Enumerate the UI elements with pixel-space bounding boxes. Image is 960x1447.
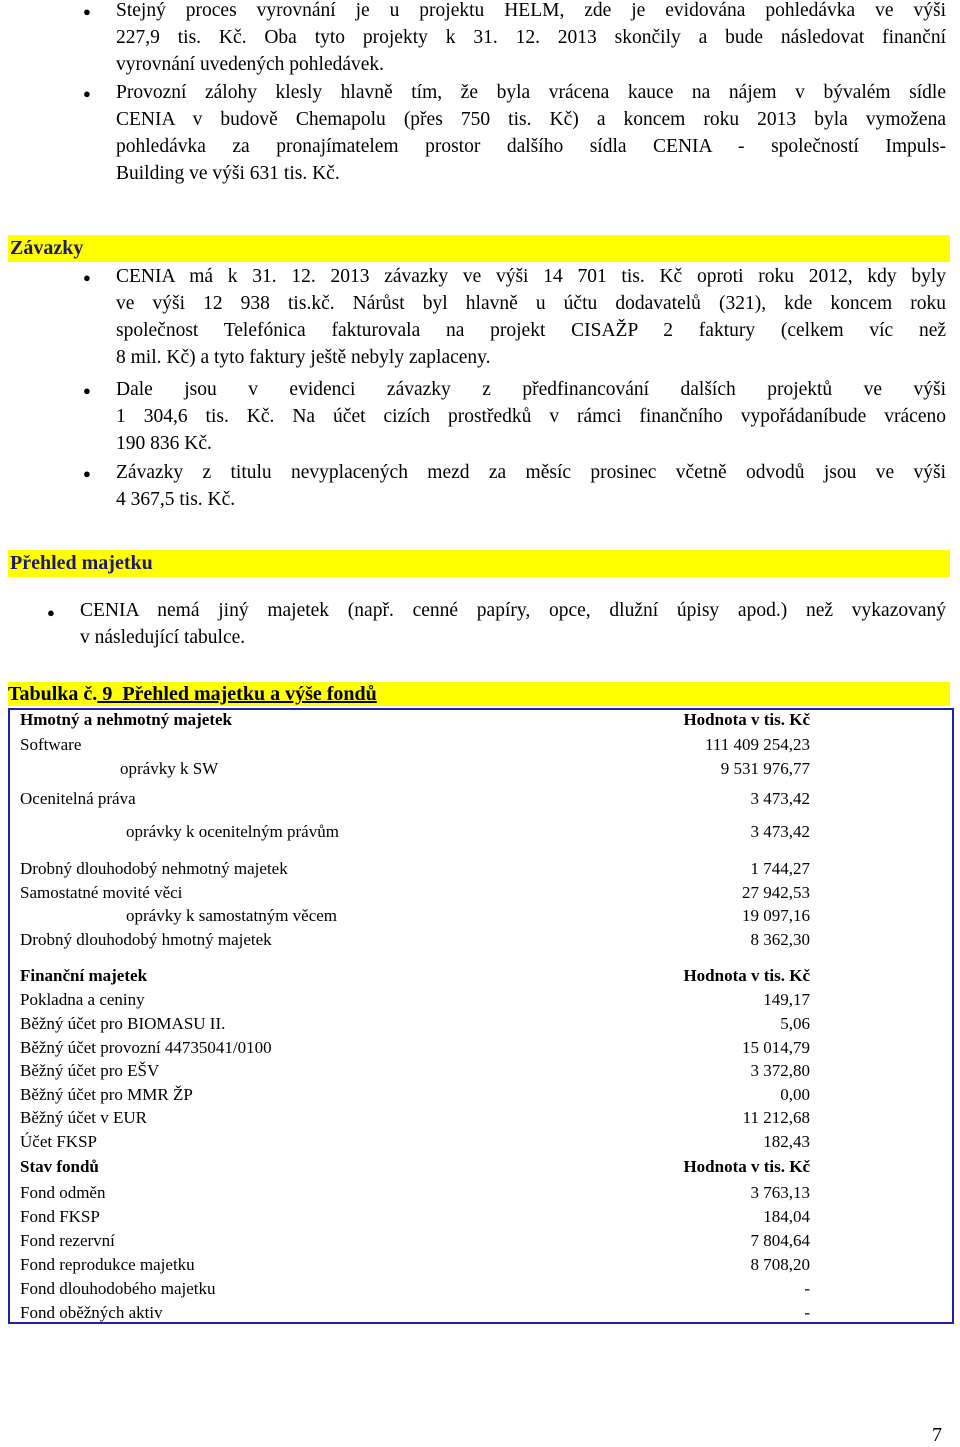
table-cell-value: 184,04 bbox=[763, 1207, 810, 1226]
text-line: CENIA nemá jiný majetek (např. cenné papíry, opce, dlužní úpisy apod.) než vykazovaný bbox=[80, 600, 946, 621]
section-heading-text: Závazky bbox=[10, 237, 84, 259]
table-cell-value: 3 473,42 bbox=[750, 789, 810, 808]
bullet-icon: ● bbox=[83, 466, 91, 481]
table-cell-value: 3 473,42 bbox=[750, 822, 810, 841]
table-cell-value: 11 212,68 bbox=[742, 1108, 810, 1127]
section-heading-zavazky bbox=[8, 235, 950, 262]
table-cell-value: Hodnota v tis. Kč bbox=[683, 966, 810, 985]
table-cell-label: Pokladna a ceniny bbox=[20, 990, 145, 1009]
text-line: vyrovnání uvedených pohledávek. bbox=[116, 54, 385, 75]
bullet-icon: ● bbox=[83, 86, 91, 101]
table-cell-value: 149,17 bbox=[763, 990, 810, 1009]
text-line: Stejný proces vyrovnání je u projektu HELM, zde je evidována pohledávka ve výši bbox=[116, 0, 946, 21]
table-cell-value: 8 708,20 bbox=[750, 1255, 810, 1274]
table-caption-title: 9 Přehled majetku a výše fondů bbox=[97, 683, 377, 705]
table-caption bbox=[8, 682, 950, 706]
table-cell-value: 1 744,27 bbox=[750, 859, 810, 878]
table-cell-value: - bbox=[804, 1303, 810, 1322]
text-line: CENIA v budově Chemapolu (přes 750 tis. Kč) a koncem roku 2013 byla vymožena bbox=[116, 109, 946, 130]
table-cell-label: Hmotný a nehmotný majetek bbox=[20, 710, 233, 729]
table-cell-value: 3 372,80 bbox=[750, 1061, 810, 1080]
text-line: 227,9 tis. Kč. Oba tyto projekty k 31. 12. 2013 skončily a bude následovat finanční bbox=[116, 27, 946, 48]
text-line: 190 836 Kč. bbox=[116, 433, 212, 454]
table-cell-label: Software bbox=[20, 735, 82, 754]
table-cell-value: 15 014,79 bbox=[742, 1038, 810, 1057]
table-cell-label: Běžný účet pro MMR ŽP bbox=[20, 1085, 193, 1104]
text-line: 1 304,6 tis. Kč. Na účet cizích prostředků v rámci finančního vypořádaníbude vráceno bbox=[116, 406, 946, 427]
page-number: 7 bbox=[932, 1424, 942, 1446]
table-cell-label: Fond dlouhodobého majetku bbox=[20, 1279, 216, 1298]
bullet-icon: ● bbox=[83, 4, 91, 19]
bullet-icon: ● bbox=[47, 605, 55, 620]
table-cell-label: Samostatné movité věci bbox=[20, 883, 183, 902]
table-cell-value: 182,43 bbox=[763, 1132, 810, 1151]
text-line: Building ve výši 631 tis. Kč. bbox=[116, 163, 340, 184]
table-cell-label: Fond reprodukce majetku bbox=[20, 1255, 195, 1274]
bullet-icon: ● bbox=[83, 270, 91, 285]
text-line: 4 367,5 tis. Kč. bbox=[116, 489, 236, 510]
section-heading-prehled-majetku bbox=[8, 550, 950, 577]
table-cell-label: Běžný účet v EUR bbox=[20, 1108, 147, 1127]
table-cell-value: 111 409 254,23 bbox=[705, 735, 810, 754]
section-heading-text: Přehled majetku bbox=[10, 552, 153, 574]
table-cell-value: Hodnota v tis. Kč bbox=[683, 710, 810, 729]
text-line: v následující tabulce. bbox=[80, 627, 246, 648]
text-line: Dale jsou v evidenci závazky z předfinancování dalších projektů ve výši bbox=[116, 379, 946, 400]
table-cell-label: Fond rezervní bbox=[20, 1231, 115, 1250]
table-cell-label: Drobný dlouhodobý nehmotný majetek bbox=[20, 859, 288, 878]
table-cell-label: Účet FKSP bbox=[20, 1132, 97, 1151]
table-caption-prefix: Tabulka č. bbox=[8, 683, 98, 705]
text-line: ve výši 12 938 tis.kč. Nárůst byl hlavně u účtu dodavatelů (321), kde koncem roku bbox=[116, 293, 946, 314]
table-cell-value: 9 531 976,77 bbox=[720, 759, 810, 778]
table-cell-label: oprávky k SW bbox=[120, 759, 219, 778]
table-cell-label: oprávky k samostatným věcem bbox=[126, 906, 338, 925]
table-cell-value: 0,00 bbox=[780, 1085, 810, 1104]
table-cell-label: Ocenitelná práva bbox=[20, 789, 136, 808]
text-line: 8 mil. Kč) a tyto faktury ještě nebyly zaplaceny. bbox=[116, 347, 491, 368]
table-cell-value: 8 362,30 bbox=[750, 930, 810, 949]
table-cell-label: Stav fondů bbox=[20, 1157, 99, 1176]
text-line: společnost Telefónica fakturovala na projekt CISAŽP 2 faktury (celkem víc než bbox=[116, 320, 946, 341]
table-cell-label: Fond odměn bbox=[20, 1183, 106, 1202]
table-cell-label: Běžný účet provozní 44735041/0100 bbox=[20, 1038, 272, 1057]
table-cell-label: Finanční majetek bbox=[20, 966, 148, 985]
table-cell-value: - bbox=[804, 1279, 810, 1298]
table-cell-label: Běžný účet pro EŠV bbox=[20, 1061, 160, 1080]
table-cell-label: Drobný dlouhodobý hmotný majetek bbox=[20, 930, 272, 949]
table-cell-value: 27 942,53 bbox=[742, 883, 810, 902]
table-cell-label: Běžný účet pro BIOMASU II. bbox=[20, 1014, 226, 1033]
table-cell-value: 3 763,13 bbox=[750, 1183, 810, 1202]
text-line: Závazky z titulu nevyplacených mezd za měsíc prosinec včetně odvodů jsou ve výši bbox=[116, 462, 946, 483]
table-cell-value: 5,06 bbox=[780, 1014, 810, 1033]
table-cell-value: Hodnota v tis. Kč bbox=[683, 1157, 810, 1176]
table-cell-label: Fond FKSP bbox=[20, 1207, 100, 1226]
table-cell-value: 7 804,64 bbox=[750, 1231, 810, 1250]
table-cell-value: 19 097,16 bbox=[742, 906, 810, 925]
table-cell-label: Fond oběžných aktiv bbox=[20, 1303, 163, 1322]
text-line: Provozní zálohy klesly hlavně tím, že byla vrácena kauce na nájem v bývalém sídle bbox=[116, 82, 946, 103]
bullet-icon: ● bbox=[83, 383, 91, 398]
text-line: CENIA má k 31. 12. 2013 závazky ve výši 14 701 tis. Kč oproti roku 2012, kdy byly bbox=[116, 266, 946, 287]
text-line: pohledávka za pronajímatelem prostor dalšího sídla CENIA - společností Impuls- bbox=[116, 136, 946, 157]
table-cell-label: oprávky k ocenitelným právům bbox=[126, 822, 339, 841]
